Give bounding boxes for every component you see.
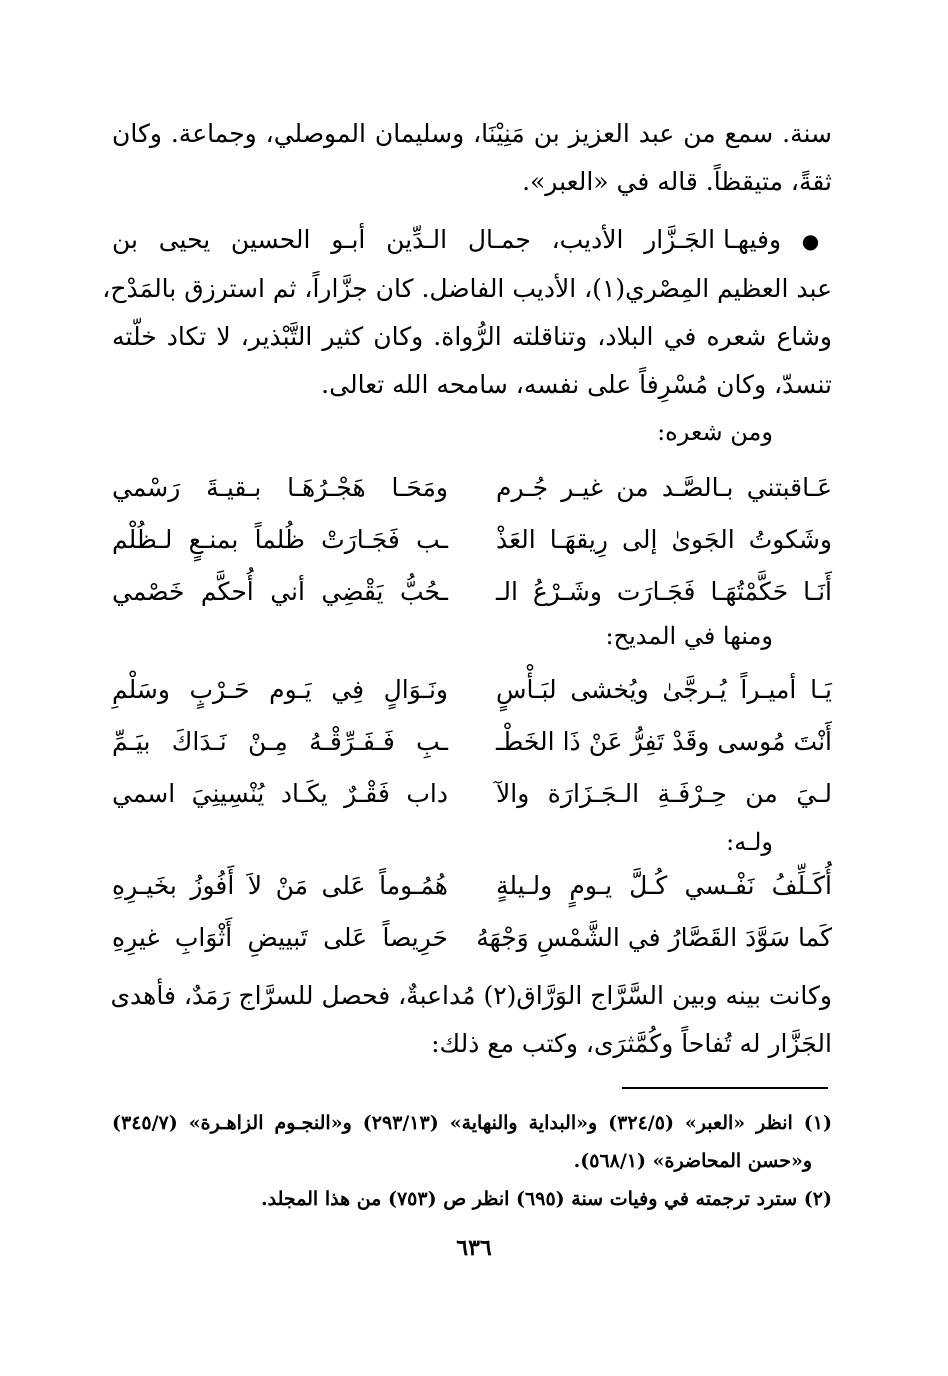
verse-row [112,462,832,514]
paragraph-line: تنسدّ، وكان مُسْرِفاً على نفسه، سامحه الله تعالى. [321,370,832,399]
footnotes [112,1104,832,1218]
verse-first-hemistich: وشَكوتُ الجَوىٰ إلى رِيقهَـا العَذْ [496,525,832,554]
poem-intro-2: ومنها في المديح: [605,622,773,650]
verse-second-hemistich: داب فَقْـرٌ يكَـاد يُنْسِينِيَ اسمي [112,779,448,808]
verse-second-hemistich: حَرِيصاً عَلى تَبييضِ أَثْوَابِ غيرِهِ [112,923,448,952]
verse-row [112,716,832,768]
paragraph-3 [112,972,832,1068]
verse-row [112,768,832,820]
verse-second-hemistich: ـب فَجَـارَتْ ظُلماً بمنـعٍ لـظُلْم [112,525,448,554]
paragraph-line-text: وفيهـا الجَـزَّار الأديب، جمـال الـدِّين أبـو الحسين يحيى بن [112,225,782,254]
paragraph-2 [102,216,832,409]
verse-first-hemistich: عَـاقبتني بـالصَّـد من غيـر جُـرم [496,473,832,502]
verse-first-hemistich: أُكَـلِّفُ نَفْـسي كُـلَّ يـومٍ ولـيلةٍ [496,871,832,900]
verse-row [112,912,832,964]
poem-1 [112,462,832,618]
footnote-divider [622,1087,828,1089]
paragraph-line: وشاع شعره في البلاد، وتناقلته الرُّواة. وكان كثير التَّبْذير، لا تكاد خلّته [112,322,832,351]
poem-intro-1: ومن شعره: [657,418,773,446]
poem-intro-3: ولـه: [726,828,773,856]
paragraph-line [112,216,832,265]
footnote-2-line: (٢) سترد ترجمته في وفيات سنة (٦٩٥) انظر ص (٧٥٣) من هذا المجلد. [261,1188,832,1210]
paragraph-line: وكانت بينه وبين السَّرَّاج الوَرَّاق(٢) مُداعبةٌ، فحصل للسرَّاج رَمَدٌ، فأهدى [110,981,832,1010]
verse-row [112,860,832,912]
footnote-1-line: و«حسن المحاضرة» (٥٦٨/١). [573,1150,812,1172]
verse-row [112,566,832,618]
verse-row [112,514,832,566]
verse-second-hemistich: ـبِ فَـفَـرِّقْـهُ مِـنْ نَـدَاكَ بيَـمِّ [112,727,448,756]
verse-second-hemistich: ونَـوَالٍ فِي يَـوم حَـرْبٍ وسَلْمِ [112,675,448,704]
paragraph-1 [112,110,832,206]
verse-first-hemistich: أَنْتَ مُوسى وقَدْ تَفِرُّ عَنْ ذَا الخَطْـ [496,727,832,756]
footnote-1-line: (١) انظر «العبر» (٣٢٤/٥) و«البداية والنهاية» (٢٩٣/١٣) و«النجـوم الزاهـرة» (٣٤٥/٧) [112,1112,832,1134]
verse-first-hemistich: يَـا أميـراً يُـرجَّىٰ ويُخشى لبَـأْسٍ [496,675,832,704]
verse-second-hemistich: ـحُبُّ يَقْضِي أني أُحكَّم خَصْمي [112,577,448,606]
poem-2 [112,664,832,820]
verse-second-hemistich: ومَحَـا هَجْـرُهَـا بـقيـةَ رَسْمي [112,473,448,502]
verse-first-hemistich: لـيَ من حِـرْفَـةِ الـجَـزَارَة والآ [496,779,832,808]
paragraph-line: سنة. سمع من عبد العزيز بن مَنِيْنَا، وسليمان الموصلي، وجماعة. وكان [112,119,832,148]
verse-second-hemistich: هُمُـوماً عَلى مَنْ لاَ أَفُوزُ بخَيـرِهِ [112,871,448,900]
bullet-icon: ● [801,229,832,253]
verse-row [112,664,832,716]
paragraph-line: ثقةً، متيقظاً. قاله في «العبر». [522,167,832,196]
paragraph-line: عبد العظيم المِصْري(١)، الأديب الفاضل. كان جزَّاراً، ثم استرزق بالمَدْح، [102,274,832,303]
verse-first-hemistich: كَما سَوَّدَ القَصَّارُ في الشَّمْسِ وَجْهَهُ [476,923,832,952]
poem-3 [112,860,832,964]
paragraph-line: الجَزَّار له تُفاحاً وكُمَّثرَى، وكتب مع ذلك: [431,1029,832,1058]
page-number: ٦٣٦ [456,1235,492,1261]
verse-first-hemistich: أَنَـا حَكَّمْتُهَـا فَجَـارَت وشَـرْعُ الـ [496,577,832,606]
